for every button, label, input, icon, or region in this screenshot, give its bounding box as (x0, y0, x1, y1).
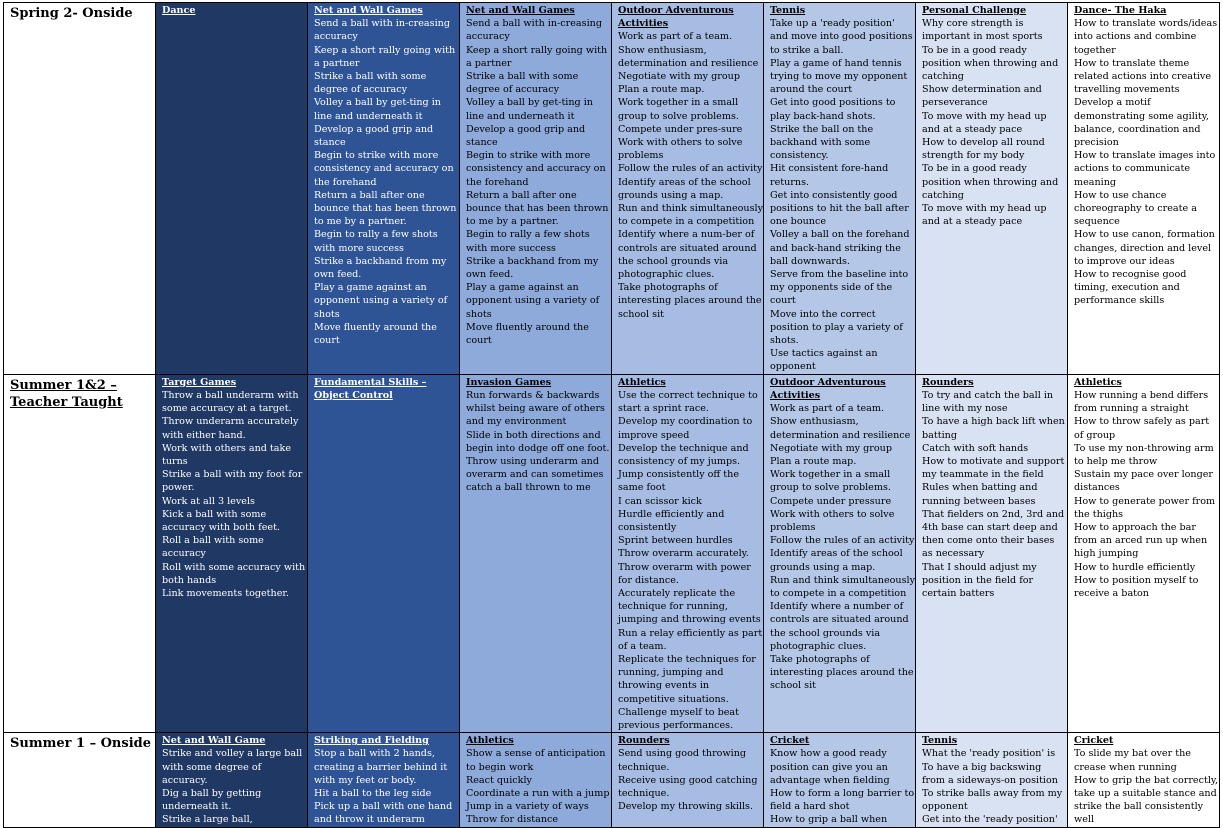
unit-title: Outdoor Adventurous Activities (618, 5, 734, 30)
objective-line: Take up a 'ready position' and move into good positions to strike a ball. (770, 18, 913, 56)
unit-cell (308, 3, 460, 375)
objective-line: How to grip the bat correctly, take up a suitable stance and strike the ball consistently well (1074, 774, 1219, 826)
objective-line: Jump in a variety of ways (466, 801, 589, 813)
term-cell (4, 374, 156, 732)
objective-line: Identify areas of the school grounds using a map. (770, 548, 903, 573)
objective-line: Coordinate a run with a jump (466, 787, 610, 799)
objective-line: Strike a ball with my foot for power. (162, 469, 303, 494)
objective-line: How to approach the bar from an arced run up when high jumping (1074, 521, 1208, 560)
objective-line: Replicate the techniques for running, jumping and throwing events in competitive situations. (618, 653, 756, 705)
objective-line: Develop my coordination to improve speed (618, 416, 753, 441)
objective-line: To slide my bat over the crease when running (1074, 748, 1191, 773)
objective-line: That fielders on 2nd, 3rd and 4th base can start deep and then come onto their bases as necessary (922, 508, 1065, 560)
unit-cell (1068, 3, 1220, 375)
objective-line: Link movements together. (162, 587, 289, 599)
objective-line: How to develop all round strength for my body (922, 137, 1045, 162)
objective-line: How running a bend differs from running a straight (1074, 389, 1209, 415)
objective-line: Begin to strike with more consistency and accuracy on the forehand (466, 150, 606, 188)
unit-title: Tennis (922, 735, 958, 747)
objective-line: Volley a ball by get-ting in line and underneath it (314, 97, 441, 122)
objective-line: Move into the correct position to play a variety of shots. (770, 308, 903, 347)
objective-line: Move fluently around the court (466, 321, 589, 347)
objective-line: Compete under pres-sure (618, 123, 743, 135)
objective-line: Why core strength is important in most sports (922, 18, 1043, 43)
objective-line: Strike a large ball, (162, 814, 253, 826)
unit-cell (916, 374, 1068, 732)
objective-line: Serve from the baseline into my opponents side of the court (770, 269, 909, 307)
unit-cell (1068, 374, 1220, 732)
objective-line: I can scissor kick (618, 495, 702, 507)
objective-line: Show enthusiasm, determination and resilience (770, 416, 911, 441)
unit-cell (156, 733, 308, 827)
objective-line: Strike and volley a large ball with some degree of accuracy. (162, 748, 303, 786)
unit-cell (308, 733, 460, 827)
objective-line: Use the correct technique to start a sprint race. (618, 389, 758, 415)
objective-line: Stop a ball with 2 hands, creating a barrier behind it with my feet or body. (314, 748, 448, 786)
objective-line: How to position myself to receive a baton (1074, 574, 1199, 599)
objective-line: Strike a ball with some degree of accuracy (314, 71, 427, 96)
objective-line: Get into consistently good positions to hit the ball after one bounce (770, 189, 909, 228)
unit-cell (916, 3, 1068, 375)
objective-line: Develop my throwing skills. (618, 801, 754, 813)
term-cell (4, 733, 156, 827)
objective-line: Dig a ball by getting underneath it. (162, 787, 262, 813)
objective-line: Challenge myself to beat previous performances. (618, 706, 739, 731)
objective-line: Work with others to solve problems (618, 137, 743, 162)
objective-line: Follow the rules of an activity (770, 535, 915, 547)
objective-line: To have a high back lift when batting (922, 416, 1065, 441)
objective-line: Work together in a small group to solve problems. (618, 97, 739, 122)
objective-line: Work as part of a team. (618, 31, 733, 43)
unit-title: Striking and Fielding (314, 735, 429, 747)
objective-line: Work together in a small group to solve problems. (770, 469, 891, 494)
unit-cell (612, 3, 764, 375)
objective-line: Work with others to solve problems (770, 508, 895, 533)
objective-line: How to recognise good timing, execution and performance skills (1074, 269, 1187, 307)
objective-line: Throw overarm with power for distance. (618, 561, 751, 586)
unit-cell (612, 374, 764, 732)
objective-line: Slide in both directions and begin into dodge off one foot. (466, 429, 610, 454)
unit-title: Target Games (162, 376, 237, 388)
objective-line: Get into good positions to play back-hand shots. (770, 97, 896, 122)
unit-title: Dance- The Haka (1074, 5, 1167, 16)
objective-line: Identify areas of the school grounds using a map. (618, 176, 751, 201)
objective-line: Show enthusiasm, determination and resilience (618, 44, 759, 69)
unit-title: Athletics (466, 735, 514, 747)
unit-title: Cricket (1074, 735, 1114, 747)
unit-cell (460, 733, 612, 827)
objective-line: Work at all 3 levels (162, 495, 255, 507)
unit-cell (460, 374, 612, 732)
objective-line: Volley a ball on the forehand and back-hand striking the ball downwards. (770, 229, 910, 267)
objective-line: How to translate theme related actions into creative travelling movements (1074, 57, 1212, 96)
unit-title: Dance (162, 5, 196, 16)
objective-line: To try and catch the ball in line with my nose (922, 389, 1054, 415)
objective-line: Return a ball after one bounce that has been thrown to me by a partner. (314, 189, 457, 228)
unit-title: Net and Wall Games (466, 5, 575, 16)
unit-title: Rounders (618, 735, 670, 747)
objective-line: React quickly (466, 774, 532, 786)
objective-line: Develop the technique and consistency of my jumps. (618, 442, 749, 467)
objective-line: Take photographs of interesting places around the school sit (770, 653, 914, 692)
objective-line: To have a big backswing from a sideways-on position (922, 761, 1058, 786)
objective-line: Develop a good grip and stance (314, 123, 434, 149)
objective-line: Sustain my pace over longer distances (1074, 469, 1214, 494)
objective-line: Move fluently around the court (314, 321, 437, 347)
unit-title: Personal Challenge (922, 5, 1027, 16)
objective-line: Strike a ball with some degree of accuracy (466, 71, 579, 96)
objective-line: Keep a short rally going with a partner (314, 44, 456, 69)
objective-line: Show determination and perseverance (922, 84, 1042, 109)
objective-line: To move with my head up and at a steady pace (922, 110, 1047, 135)
unit-title: Cricket (770, 735, 810, 747)
unit-title: Net and Wall Games (314, 5, 423, 16)
objective-line: How to throw safely as part of group (1074, 416, 1210, 441)
objective-line: Strike a backhand from my own feed. (314, 255, 447, 281)
table-row (4, 733, 1220, 827)
objective-line: Plan a route map. (618, 84, 705, 96)
unit-cell (612, 733, 764, 827)
objective-line: Send using good throwing technique. (618, 748, 747, 773)
objective-line: Accurately replicate the technique for running, jumping and throwing events (618, 587, 761, 626)
objective-line: Compete under pressure (770, 495, 892, 507)
objective-line: Throw for distance (466, 814, 559, 826)
objective-line: Roll a ball with some accuracy (162, 535, 264, 560)
objective-line: To be in a good ready position when throwing and catching (922, 163, 1059, 201)
objective-line: Develop a motif demonstrating some agility, balance, coordination and precision (1074, 97, 1209, 149)
objective-line: Throw a ball underarm with some accuracy at a target. (162, 389, 299, 415)
unit-cell (460, 3, 612, 375)
objective-line: Catch with soft hands (922, 442, 1029, 454)
objective-line: Pick up a ball with one hand and throw it underarm (314, 801, 453, 826)
unit-cell (308, 374, 460, 732)
unit-title: Net and Wall Game (162, 735, 266, 747)
objective-line: Use tactics against an opponent (770, 348, 878, 373)
objective-line: Send a ball with in-creasing accuracy (314, 18, 450, 43)
objective-line: Throw overarm accurately. (618, 548, 749, 560)
objective-line: To move with my head up and at a steady pace (922, 203, 1047, 228)
objective-line: Develop a good grip and stance (466, 123, 586, 149)
unit-cell (764, 374, 916, 732)
objective-line: Begin to rally a few shots with more success (466, 229, 590, 254)
objective-line: Return a ball after one bounce that has been thrown to me by a partner. (466, 189, 609, 228)
objective-line: Sprint between hurdles (618, 535, 733, 547)
objective-line: Know how a good ready position can give you an advantage when fielding (770, 748, 890, 786)
term-label: Spring 2- Onside (10, 6, 133, 21)
objective-line: Play a game against an opponent using a variety of shots (314, 282, 448, 320)
objective-line: How to grip a ball when (770, 814, 888, 826)
objective-line: How to form a long barrier to field a hard shot (770, 787, 915, 813)
objective-line: Kick a ball with some accuracy with both feet. (162, 508, 280, 533)
objective-line: To be in a good ready position when throwing and catching (922, 44, 1059, 83)
objective-line: How to translate images into actions to communicate meaning (1074, 150, 1216, 188)
objective-line: Take photographs of interesting places around the school sit (618, 282, 762, 320)
unit-cell (916, 733, 1068, 827)
objective-line: How to translate words/ideas into actions and combine together (1074, 18, 1218, 56)
objective-line: Follow the rules of an activity (618, 163, 763, 175)
objective-line: Begin to strike with more consistency and accuracy on the forehand (314, 150, 454, 188)
table-body (4, 3, 1220, 828)
objective-line: Receive using good catching technique. (618, 774, 758, 799)
objective-line: How to motivate and support my teammate in the field (922, 455, 1065, 481)
objective-line: Begin to rally a few shots with more success (314, 229, 438, 254)
term-label: Summer 1&2 – Teacher Taught (10, 377, 123, 410)
objective-line: Hit consistent fore-hand returns. (770, 163, 889, 188)
unit-cell (1068, 733, 1220, 827)
objective-line: Show a sense of anticipation to begin work (466, 748, 606, 773)
objective-line: Work as part of a team. (770, 403, 885, 415)
objective-line: Run forwards & backwards whilst being aware of others and my environment (466, 389, 605, 428)
objective-line: How to use canon, formation changes, direction and level to improve our ideas (1074, 229, 1215, 267)
term-cell (4, 3, 156, 375)
table-row (4, 3, 1220, 375)
unit-title: Athletics (1074, 376, 1122, 388)
objective-line: Negotiate with my group (770, 442, 892, 454)
objective-line: Run and think simultaneously to compete in a competition Identify where a num-ber of controls are situated around the school grounds via photographic clues. (618, 203, 763, 281)
unit-title: Rounders (922, 376, 974, 388)
objective-line: How to hurdle efficiently (1074, 561, 1196, 573)
objective-line: Strike the ball on the backhand with some consistency. (770, 123, 874, 162)
objective-line: How to use chance choreography to create a sequence (1074, 189, 1197, 228)
objective-line: Work with others and take turns (162, 442, 291, 467)
objective-line: Play a game against an opponent using a variety of shots (466, 282, 600, 320)
unit-cell (156, 3, 308, 375)
objective-line: Throw using underarm and overarm and can sometimes catch a ball thrown to me (466, 455, 604, 494)
curriculum-table (3, 2, 1220, 828)
objective-line: Jump consistently off the same foot (618, 469, 740, 494)
term-label: Summer 1 – Onside (10, 736, 151, 752)
objective-line: Run and think simultaneously to compete in a competition Identify where a number of controls are situated around the school grounds via photographic clues. (770, 574, 915, 652)
objective-line: That I should adjust my position in the field for certain batters (922, 561, 1037, 599)
table-row (4, 374, 1220, 732)
unit-cell (764, 3, 916, 375)
objective-line: Play a game of hand tennis trying to move my opponent around the court (770, 57, 908, 96)
objective-line: Send a ball with in-creasing accuracy (466, 18, 602, 43)
objective-line: Strike a backhand from my own feed. (466, 255, 599, 281)
unit-title: Tennis (770, 5, 806, 16)
objective-line: Keep a short rally going with a partner (466, 44, 608, 69)
unit-title: Outdoor Adventurous Activities (770, 376, 886, 401)
objective-line: Rules when batting and running between bases (922, 482, 1038, 507)
objective-line: To strike balls away from my opponent (922, 787, 1063, 813)
unit-title: Fundamental Skills – Object Control (314, 376, 427, 401)
objective-line: Run a relay efficiently as part of a team. (618, 627, 763, 652)
unit-title: Invasion Games (466, 376, 552, 388)
objective-line: Hit a ball to the leg side (314, 787, 432, 799)
unit-cell (764, 733, 916, 827)
objective-line: Volley a ball by get-ting in line and underneath it (466, 97, 593, 122)
objective-line: How to generate power from the thighs (1074, 495, 1216, 520)
objective-line: Plan a route map. (770, 455, 857, 467)
objective-line: What the 'ready position' is (922, 748, 1056, 760)
objective-line: Throw underarm accurately with either hand. (162, 416, 299, 441)
objective-line: To use my non-throwing arm to help me throw (1074, 442, 1214, 467)
objective-line: Roll with some accuracy with both hands (162, 561, 306, 586)
unit-title: Athletics (618, 376, 666, 388)
unit-cell (156, 374, 308, 732)
objective-line: Negotiate with my group (618, 71, 740, 83)
objective-line: Hurdle efficiently and consistently (618, 508, 725, 533)
objective-line: Get into the 'ready position' (922, 814, 1058, 826)
